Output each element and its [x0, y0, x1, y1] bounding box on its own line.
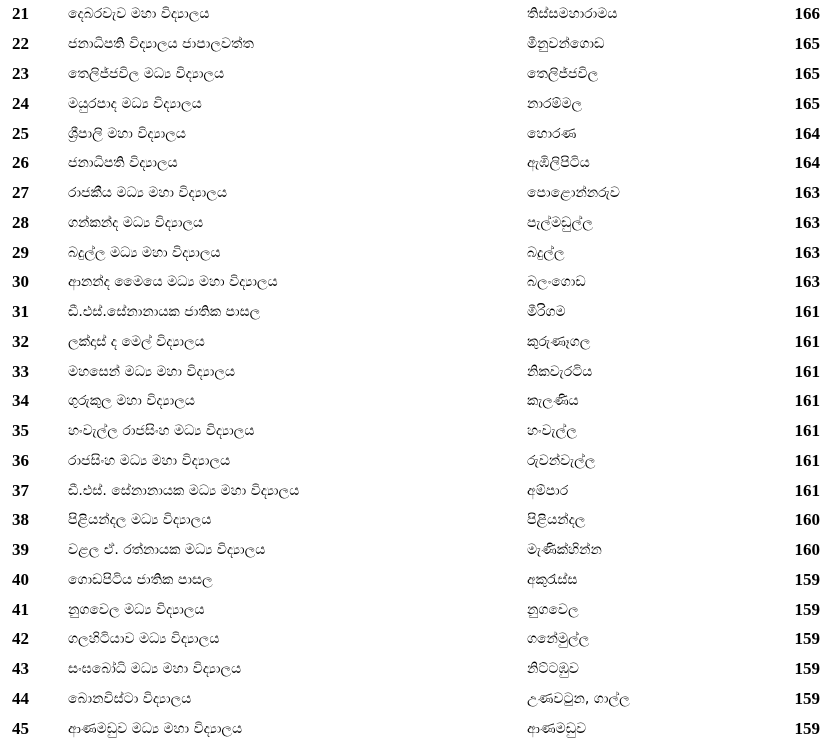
school-name-cell: ආනන්ද මෛයෙ මධ්‍ය මහා විද්‍යාලය [68, 274, 278, 290]
score-cell: 159 [794, 659, 820, 678]
table-row [0, 238, 835, 268]
rank-cell: 39 [12, 540, 29, 559]
score-cell: 161 [794, 451, 820, 470]
table-row [0, 0, 835, 29]
score-cell: 166 [794, 4, 820, 23]
rank-cell: 31 [12, 302, 29, 321]
city-cell: කුරුණෑගල [527, 334, 591, 350]
table-row [0, 624, 835, 654]
school-name-cell: ගුරුකුල මහා විද්‍යාලය [68, 393, 195, 409]
table-row [0, 89, 835, 119]
city-cell: ඇඹිලිපිටිය [527, 155, 590, 171]
score-cell: 163 [794, 213, 820, 232]
school-name-cell: ශ්‍රීපාලි මහා විද්‍යාලය [68, 126, 186, 142]
rank-cell: 40 [12, 570, 29, 589]
city-cell: අම්පාර [527, 483, 569, 499]
city-cell: නාරම්මල [527, 96, 583, 112]
school-name-cell: ජනාධිපති විද්‍යාලය [68, 155, 178, 171]
score-cell: 165 [794, 34, 820, 53]
score-cell: 161 [794, 362, 820, 381]
rank-cell: 35 [12, 421, 29, 440]
school-name-cell: ඩී.එස්. සේනානායක මධ්‍ය මහා විද්‍යාලය [68, 483, 300, 499]
rank-cell: 22 [12, 34, 29, 53]
score-cell: 159 [794, 719, 820, 738]
score-cell: 163 [794, 243, 820, 262]
rank-cell: 27 [12, 183, 29, 202]
city-cell: උණවටුන, ගාල්ල [527, 691, 630, 707]
city-cell: බදුල්ල [527, 245, 565, 261]
rank-cell: 38 [12, 510, 29, 529]
city-cell: ගනේමුල්ල [527, 631, 590, 647]
city-cell: පොළොන්නරුව [527, 185, 620, 201]
table-row [0, 148, 835, 178]
score-cell: 165 [794, 64, 820, 83]
school-name-cell: ජනාධිපති විද්‍යාලය ජාපාලවත්ත [68, 36, 254, 52]
score-cell: 165 [794, 94, 820, 113]
school-name-cell: පිළියන්දල මධ්‍ය විද්‍යාලය [68, 512, 212, 528]
table-row [0, 386, 835, 416]
city-cell: පැල්මඩුල්ල [527, 215, 593, 231]
rank-cell: 45 [12, 719, 29, 738]
school-name-cell: බදුල්ල මධ්‍ය මහා විද්‍යාලය [68, 245, 221, 261]
school-name-cell: දෙබරවැව මහා විද්‍යාලය [68, 6, 210, 22]
table-row [0, 327, 835, 357]
school-name-cell: සංඝබෝධි මධ්‍ය මහා විද්‍යාලය [68, 661, 242, 677]
city-cell: රුවන්වැල්ල [527, 453, 596, 469]
table-row [0, 208, 835, 238]
rank-cell: 42 [12, 629, 29, 648]
school-name-cell: මයුරපාද මධ්‍ය විද්‍යාලය [68, 96, 202, 112]
rank-cell: 24 [12, 94, 29, 113]
score-cell: 161 [794, 302, 820, 321]
city-cell: අකුරැස්ස [527, 572, 578, 588]
score-cell: 161 [794, 421, 820, 440]
table-row [0, 535, 835, 565]
school-name-cell: බොනවිස්ටා විද්‍යාලය [68, 691, 192, 707]
rank-cell: 44 [12, 689, 29, 708]
rank-cell: 29 [12, 243, 29, 262]
score-cell: 159 [794, 570, 820, 589]
rank-cell: 32 [12, 332, 29, 351]
school-name-cell: තෙලිජ්ජවිල මධ්‍ය විද්‍යාලය [68, 66, 225, 82]
score-cell: 161 [794, 481, 820, 500]
city-cell: නිට්ටඹුව [527, 661, 579, 677]
school-name-cell: වළල ඒ. රත්නායක මධ්‍ය විද්‍යාලය [68, 542, 266, 558]
table-row [0, 297, 835, 327]
school-name-cell: හංවැල්ල රාජසිංහ මධ්‍ය විද්‍යාලය [68, 423, 255, 439]
school-name-cell: ආණමඩුව මධ්‍ය මහා විද්‍යාලය [68, 721, 243, 737]
rank-cell: 41 [12, 600, 29, 619]
score-cell: 159 [794, 689, 820, 708]
rank-cell: 36 [12, 451, 29, 470]
city-cell: බලංගොඩ [527, 274, 586, 290]
city-cell: තෙලිජ්ජවිල [527, 66, 599, 82]
score-cell: 159 [794, 600, 820, 619]
table-row [0, 119, 835, 149]
rank-cell: 37 [12, 481, 29, 500]
score-cell: 163 [794, 183, 820, 202]
table-row [0, 684, 835, 714]
rank-cell: 23 [12, 64, 29, 83]
rank-cell: 25 [12, 124, 29, 143]
rank-cell: 43 [12, 659, 29, 678]
school-name-cell: රාජකීය මධ්‍ය මහා විද්‍යාලය [68, 185, 228, 201]
score-cell: 163 [794, 272, 820, 291]
city-cell: ආණමඩුව [527, 721, 587, 737]
school-name-cell: මහසෙන් මධ්‍ය මහා විද්‍යාලය [68, 364, 236, 380]
rank-cell: 34 [12, 391, 29, 410]
score-cell: 161 [794, 332, 820, 351]
table-row [0, 595, 835, 625]
city-cell: නිකවැරටිය [527, 364, 593, 380]
rank-cell: 28 [12, 213, 29, 232]
table-row [0, 505, 835, 535]
score-cell: 160 [794, 540, 820, 559]
rank-cell: 21 [12, 4, 29, 23]
city-cell: පිළියන්දල [527, 512, 586, 528]
school-name-cell: ගලහිටියාව මධ්‍ය විද්‍යාලය [68, 631, 220, 647]
rank-cell: 30 [12, 272, 29, 291]
score-cell: 159 [794, 629, 820, 648]
rank-cell: 26 [12, 153, 29, 172]
city-cell: හංවැල්ල [527, 423, 577, 439]
city-cell: තිස්සමහාරාමය [527, 6, 618, 22]
score-cell: 160 [794, 510, 820, 529]
school-name-cell: රාජසිංහ මධ්‍ය මහා විද්‍යාලය [68, 453, 231, 469]
table-row [0, 178, 835, 208]
score-cell: 164 [794, 124, 820, 143]
school-name-cell: ගන්කන්ද මධ්‍ය විද්‍යාලය [68, 215, 204, 231]
table-row [0, 357, 835, 387]
school-name-cell: ඩී.එස්.සේනානායක ජාතික පාසල [68, 304, 261, 320]
city-cell: කැලණිය [527, 393, 579, 409]
table-row [0, 446, 835, 476]
school-name-cell: ලක්දාස් ද මෙල් විද්‍යාලය [68, 334, 205, 350]
table-row [0, 565, 835, 595]
table-row [0, 476, 835, 506]
table-row [0, 416, 835, 446]
score-cell: 161 [794, 391, 820, 410]
table-row [0, 714, 835, 744]
table-row [0, 59, 835, 89]
city-cell: මැණික්හින්න [527, 542, 602, 558]
city-cell: හොරණ [527, 126, 577, 142]
city-cell: මීරිගම [527, 304, 566, 320]
table-row [0, 267, 835, 297]
city-cell: නුගවෙල [527, 602, 579, 618]
table-row [0, 654, 835, 684]
rank-cell: 33 [12, 362, 29, 381]
score-cell: 164 [794, 153, 820, 172]
city-cell: මීනුවන්ගොඩ [527, 36, 605, 52]
school-name-cell: ගොඩපිටිය ජාතික පාසල [68, 572, 213, 588]
table-row [0, 29, 835, 59]
school-name-cell: නුගවෙල මධ්‍ය විද්‍යාලය [68, 602, 205, 618]
